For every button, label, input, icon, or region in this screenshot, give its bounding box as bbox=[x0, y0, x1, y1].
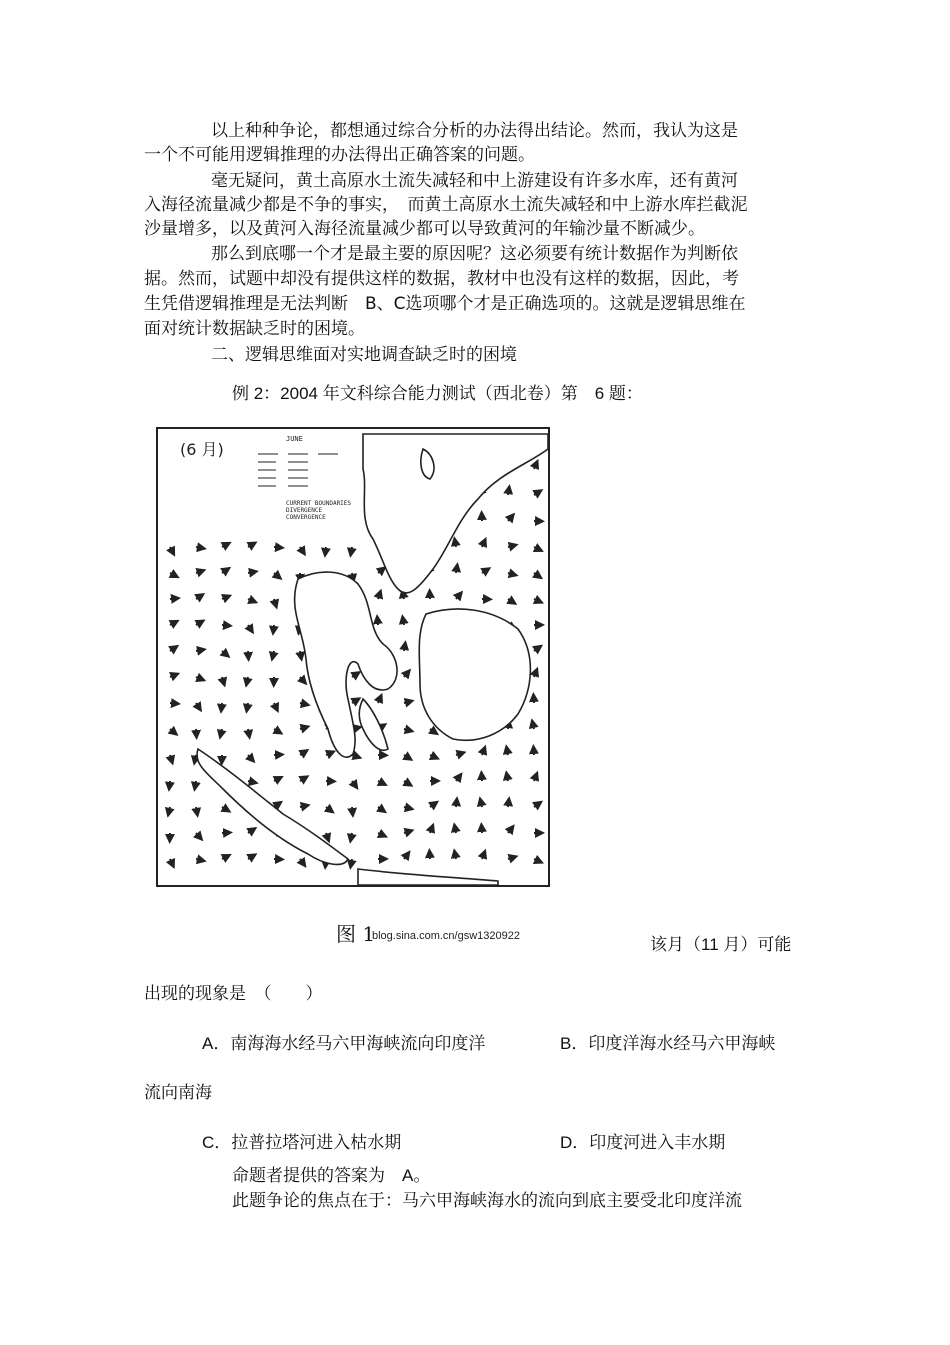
current-arrow bbox=[326, 751, 334, 755]
current-arrow bbox=[534, 802, 541, 807]
paragraph-line: 以上种种争论，都想通过综合分析的办法得出结论。然而，我认为这是 bbox=[211, 121, 738, 141]
answer-line: 命题者提供的答案为 A。 bbox=[232, 1166, 431, 1185]
paragraph-line: 面对统计数据缺乏时的困境。 bbox=[144, 319, 365, 339]
current-arrow bbox=[534, 669, 537, 677]
current-arrow bbox=[247, 703, 249, 712]
current-arrow bbox=[222, 625, 231, 626]
current-arrow bbox=[196, 570, 205, 573]
current-arrow bbox=[482, 539, 486, 547]
current-arrow bbox=[378, 807, 385, 812]
map-june-label: JUNE bbox=[286, 435, 303, 443]
current-arrow bbox=[170, 859, 174, 867]
current-arrow bbox=[300, 677, 306, 684]
current-arrow bbox=[274, 547, 283, 548]
current-arrow bbox=[352, 672, 360, 677]
current-arrow bbox=[220, 729, 222, 738]
legend-convergence: CONVERGENCE bbox=[286, 514, 326, 521]
current-arrow bbox=[506, 772, 508, 781]
option-b-continued: 流向南海 bbox=[144, 1083, 212, 1102]
current-arrow bbox=[248, 543, 256, 548]
current-arrow bbox=[481, 824, 482, 833]
current-arrow bbox=[352, 698, 360, 703]
current-arrow bbox=[534, 859, 542, 863]
current-arrow bbox=[454, 824, 456, 833]
current-arrow bbox=[170, 598, 179, 599]
current-arrow bbox=[274, 729, 282, 734]
current-arrow bbox=[534, 461, 538, 469]
current-arrow bbox=[196, 594, 204, 599]
current-arrow bbox=[248, 599, 256, 602]
current-arrow bbox=[456, 752, 465, 755]
current-arrow bbox=[534, 773, 537, 781]
current-arrow bbox=[480, 798, 482, 807]
current-arrow bbox=[325, 547, 326, 556]
current-arrow bbox=[508, 856, 517, 859]
current-arrow bbox=[222, 677, 225, 686]
current-arrow bbox=[274, 703, 278, 711]
current-arrow bbox=[170, 621, 178, 625]
current-arrow bbox=[272, 651, 274, 660]
question-stem-part2: 出现的现象是 （ ） bbox=[144, 984, 323, 1003]
current-arrow bbox=[274, 777, 282, 781]
current-arrow bbox=[508, 826, 514, 833]
map-legend bbox=[258, 454, 338, 486]
paragraph-line: 据。然而，试题中却没有提供这样的数据，教材中也没有这样的数据，因此，考 bbox=[144, 269, 739, 289]
current-arrow bbox=[169, 781, 170, 790]
current-arrow bbox=[248, 571, 257, 573]
land-outlines bbox=[197, 434, 548, 885]
current-arrow bbox=[300, 859, 305, 866]
option-b: B．印度洋海水经马六甲海峡 bbox=[560, 1034, 776, 1053]
current-arrow bbox=[430, 802, 437, 807]
map-month-label: (6 月) bbox=[180, 440, 224, 459]
current-arrow bbox=[402, 616, 404, 625]
current-arrow bbox=[404, 701, 413, 703]
current-arrow bbox=[300, 547, 305, 555]
current-arrow bbox=[300, 805, 309, 807]
current-arrow bbox=[196, 703, 201, 711]
current-arrow bbox=[352, 781, 357, 788]
current-arrow bbox=[248, 781, 257, 783]
current-arrow bbox=[222, 596, 230, 599]
current-arrow bbox=[378, 695, 382, 703]
current-arrow bbox=[508, 599, 516, 604]
dispute-line: 此题争论的焦点在于：马六甲海峡海水的流向到底主要受北印度洋流 bbox=[232, 1191, 742, 1210]
current-arrow bbox=[456, 564, 457, 573]
current-arrow bbox=[506, 746, 508, 755]
current-arrow bbox=[533, 694, 534, 703]
current-arrow bbox=[534, 646, 541, 651]
legend-current-boundaries: CURRENT BOUNDARIES bbox=[286, 500, 352, 507]
current-arrow bbox=[248, 625, 253, 633]
current-arrow bbox=[482, 851, 485, 859]
current-arrow bbox=[404, 807, 413, 809]
current-arrow bbox=[274, 573, 281, 579]
current-arrow bbox=[248, 854, 256, 859]
map-drawing bbox=[158, 429, 548, 885]
current-arrow bbox=[508, 514, 514, 521]
current-arrow bbox=[429, 850, 430, 859]
paragraph-line: 入海径流量减少都是不争的事实， 而黄土高原水土流失减轻和中上游水库拦截泥 bbox=[144, 195, 748, 215]
current-arrow bbox=[246, 677, 248, 686]
current-arrow bbox=[273, 625, 274, 634]
example-label: 例 2：2004 年文科综合能力测试（西北卷）第 6 题： bbox=[232, 384, 643, 403]
current-arrow bbox=[508, 573, 517, 575]
current-arrow bbox=[404, 852, 409, 859]
current-arrow bbox=[300, 726, 309, 729]
current-arrow bbox=[532, 720, 534, 729]
figure-caption: 图 1 bbox=[336, 922, 376, 946]
current-arrow bbox=[378, 781, 386, 785]
current-arrow bbox=[222, 543, 230, 547]
current-arrow bbox=[481, 772, 482, 781]
current-arrow bbox=[248, 729, 250, 738]
current-arrow bbox=[378, 833, 386, 837]
figure-watermark: blog.sina.com.cn/gsw1320922 bbox=[372, 930, 520, 942]
current-arrow bbox=[326, 833, 329, 842]
current-arrow bbox=[196, 547, 205, 549]
current-arrow bbox=[248, 755, 254, 762]
current-arrow bbox=[196, 649, 205, 651]
current-arrow bbox=[196, 833, 202, 840]
current-arrow bbox=[221, 703, 222, 712]
current-arrow bbox=[378, 567, 385, 573]
current-arrow bbox=[222, 833, 231, 834]
paragraph-line: 一个不可能用逻辑推理的办法得出正确答案的问题。 bbox=[144, 145, 535, 165]
current-arrow bbox=[508, 798, 509, 807]
current-arrow bbox=[196, 859, 205, 861]
current-arrow bbox=[404, 781, 412, 786]
current-arrow bbox=[222, 807, 230, 812]
current-arrow bbox=[404, 670, 410, 677]
current-arrow bbox=[168, 807, 170, 816]
current-arrow bbox=[508, 486, 509, 495]
current-arrow bbox=[430, 729, 437, 734]
current-arrow bbox=[222, 568, 230, 573]
current-arrow bbox=[222, 855, 230, 859]
current-arrow bbox=[248, 651, 249, 660]
current-arrow bbox=[534, 547, 542, 551]
current-arrow bbox=[326, 807, 333, 812]
current-arrow bbox=[352, 807, 353, 816]
current-arrow bbox=[196, 621, 204, 626]
paragraph-line: 生凭借逻辑推理是无法判断 B、C选项哪个才是正确选项的。这就是逻辑思维在 bbox=[144, 294, 746, 314]
current-arrow bbox=[430, 755, 438, 759]
option-d: D．印度河进入丰水期 bbox=[560, 1133, 726, 1152]
current-arrow bbox=[170, 573, 178, 577]
current-arrow bbox=[404, 642, 405, 651]
current-arrow bbox=[195, 781, 197, 790]
current-arrow bbox=[300, 651, 302, 660]
section-heading: 二、逻辑思维面对实地调查缺乏时的困境 bbox=[211, 345, 517, 365]
current-arrow bbox=[508, 545, 517, 547]
paragraph-line: 毫无疑问，黄土高原水土流失减轻和中上游建设有许多水库，还有黄河 bbox=[211, 171, 738, 191]
current-arrow bbox=[482, 568, 490, 573]
current-arrow bbox=[430, 825, 433, 833]
current-arrow bbox=[274, 599, 277, 608]
current-arrow bbox=[404, 755, 412, 760]
current-arrow bbox=[534, 573, 541, 578]
current-arrow bbox=[170, 547, 174, 555]
current-arrow bbox=[274, 802, 281, 807]
current-arrow bbox=[222, 651, 229, 657]
ocean-current-map bbox=[156, 427, 550, 887]
current-arrow bbox=[194, 755, 196, 764]
current-arrow bbox=[352, 755, 361, 758]
current-arrow bbox=[170, 646, 178, 651]
current-arrow bbox=[300, 703, 309, 705]
current-arrow bbox=[482, 747, 485, 755]
current-arrow bbox=[170, 729, 177, 735]
current-arrow bbox=[300, 776, 308, 781]
current-arrow bbox=[378, 591, 381, 600]
current-arrow bbox=[454, 850, 456, 859]
current-arrow bbox=[196, 677, 204, 680]
current-arrow bbox=[196, 807, 198, 816]
option-c: C．拉普拉塔河进入枯水期 bbox=[202, 1133, 402, 1152]
current-arrow bbox=[351, 547, 353, 556]
paragraph-line: 那么到底哪一个才是最主要的原因呢？这必须要有统计数据作为判断依 bbox=[211, 244, 738, 264]
question-stem-part1: 该月（11 月）可能 bbox=[650, 935, 792, 954]
current-arrow bbox=[534, 490, 542, 495]
current-arrow bbox=[274, 755, 283, 756]
current-arrow bbox=[170, 755, 173, 764]
current-arrow bbox=[377, 616, 378, 625]
current-arrow bbox=[196, 729, 197, 738]
current-arrow bbox=[350, 859, 352, 868]
current-arrow bbox=[170, 703, 179, 704]
legend-divergence: DIVERGENCE bbox=[286, 507, 323, 514]
option-a: A．南海海水经马六甲海峡流向印度洋 bbox=[202, 1034, 486, 1053]
current-arrow bbox=[533, 746, 534, 755]
current-arrow bbox=[170, 674, 178, 677]
current-arrow bbox=[456, 774, 461, 781]
current-arrow bbox=[456, 798, 457, 807]
current-arrow bbox=[534, 599, 542, 603]
current-arrow bbox=[404, 830, 413, 833]
current-arrow bbox=[404, 729, 413, 731]
current-arrow bbox=[456, 592, 462, 599]
paragraph-line: 沙量增多，以及黄河入海径流量减少都可以导致黄河的年输沙量不断减少。 bbox=[144, 219, 705, 239]
current-arrow bbox=[454, 538, 456, 547]
current-arrow bbox=[300, 750, 308, 755]
current-arrow bbox=[350, 833, 352, 842]
current-arrow bbox=[248, 828, 256, 833]
